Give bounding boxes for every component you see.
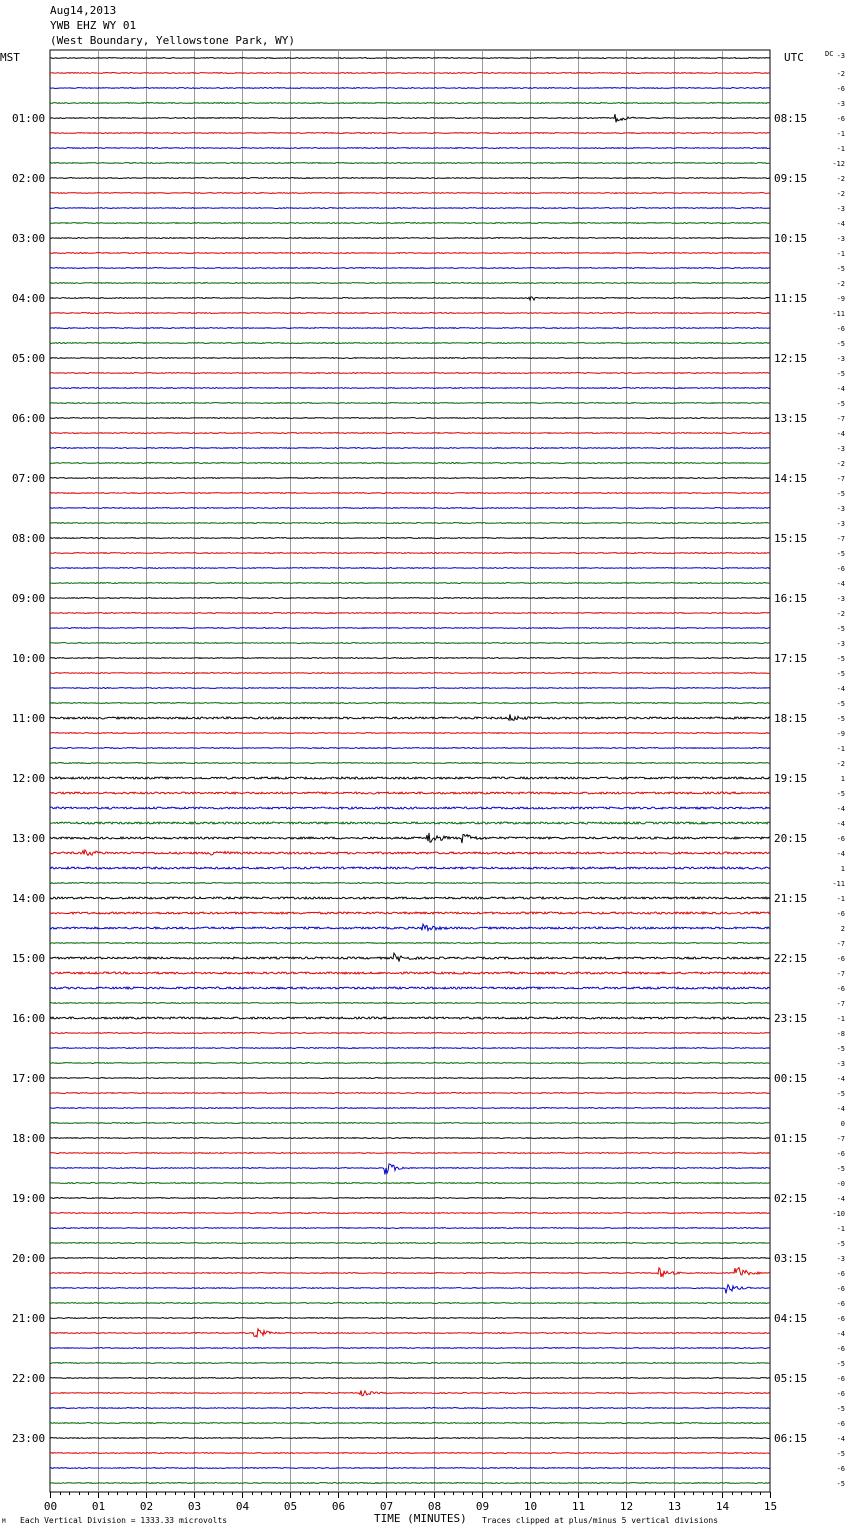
utc-hour-label: 18:15 bbox=[774, 712, 808, 725]
dc-offset-label: -5 bbox=[836, 790, 845, 798]
seismic-trace bbox=[50, 1003, 770, 1004]
seismic-trace bbox=[50, 1093, 770, 1094]
utc-hour-label: 17:15 bbox=[774, 652, 808, 665]
dc-offset-label: -4 bbox=[836, 580, 845, 588]
dc-offset-label: -4 bbox=[836, 1105, 845, 1113]
mst-hour-label: 20:00 bbox=[12, 1252, 46, 1265]
dc-offset-label: -3 bbox=[836, 445, 845, 453]
dc-offset-label: -1 bbox=[836, 250, 845, 258]
dc-offset-label: -3 bbox=[836, 1060, 845, 1068]
seismic-trace bbox=[50, 73, 770, 74]
dc-offset-label: -11 bbox=[832, 310, 845, 318]
dc-offset-label: -3 bbox=[836, 100, 845, 108]
mst-hour-label: 17:00 bbox=[12, 1072, 46, 1085]
x-tick-label: 12 bbox=[619, 1500, 634, 1513]
dc-offset-label: -7 bbox=[836, 940, 845, 948]
seismic-trace bbox=[50, 1303, 770, 1304]
seismic-trace bbox=[50, 1138, 770, 1139]
dc-offset-label: -3 bbox=[836, 1255, 845, 1263]
dc-offset-label: -11 bbox=[832, 880, 845, 888]
dc-offset-label: -5 bbox=[836, 655, 845, 663]
left-zone-label: MST bbox=[0, 51, 20, 64]
dc-offset-label: -4 bbox=[836, 1195, 845, 1203]
seismic-trace bbox=[50, 987, 770, 989]
x-tick-label: 05 bbox=[283, 1500, 298, 1513]
seismic-trace bbox=[50, 1183, 770, 1184]
dc-offset-label: -2 bbox=[836, 460, 845, 468]
dc-offset-label: -5 bbox=[836, 700, 845, 708]
seismic-trace bbox=[50, 1213, 770, 1214]
mst-hour-label: 06:00 bbox=[12, 412, 46, 425]
dc-offset-label: -12 bbox=[832, 160, 845, 168]
mst-hour-label: 22:00 bbox=[12, 1372, 46, 1385]
dc-offset-label: -3 bbox=[836, 640, 845, 648]
dc-offset-label: -3 bbox=[836, 235, 845, 243]
dc-offset-label: 2 bbox=[840, 925, 845, 933]
seismic-trace bbox=[50, 373, 770, 374]
dc-offset-label: -4 bbox=[836, 1075, 845, 1083]
x-tick-label: 00 bbox=[43, 1500, 58, 1513]
utc-hour-label: 11:15 bbox=[774, 292, 808, 305]
dc-offset-label: -5 bbox=[836, 400, 845, 408]
dc-offset-label: -6 bbox=[836, 1375, 845, 1383]
utc-hour-label: 20:15 bbox=[774, 832, 808, 845]
dc-offset-label: -6 bbox=[836, 985, 845, 993]
mst-hour-label: 05:00 bbox=[12, 352, 46, 365]
seismic-trace bbox=[50, 1329, 770, 1337]
dc-offset-label: -7 bbox=[836, 1135, 845, 1143]
seismic-trace bbox=[50, 1017, 770, 1019]
dc-offset-label: -5 bbox=[836, 625, 845, 633]
utc-hour-label: 08:15 bbox=[774, 112, 808, 125]
seismic-trace bbox=[50, 193, 770, 194]
seismic-trace bbox=[50, 1453, 770, 1454]
seismic-trace bbox=[50, 133, 770, 134]
seismic-trace bbox=[50, 748, 770, 749]
mst-hour-label: 08:00 bbox=[12, 532, 46, 545]
dc-offset-label: 1 bbox=[840, 775, 845, 783]
utc-hour-label: 10:15 bbox=[774, 232, 808, 245]
seismic-trace bbox=[50, 283, 770, 284]
utc-hour-label: 21:15 bbox=[774, 892, 808, 905]
dc-offset-label: -5 bbox=[836, 715, 845, 723]
seismic-trace bbox=[50, 867, 770, 869]
seismic-trace bbox=[50, 1063, 770, 1064]
dc-label: DC bbox=[825, 50, 834, 58]
dc-offset-label: -5 bbox=[836, 370, 845, 378]
seismic-trace bbox=[50, 553, 770, 554]
x-tick-label: 03 bbox=[187, 1500, 202, 1513]
mst-hour-label: 13:00 bbox=[12, 832, 46, 845]
mst-hour-label: 07:00 bbox=[12, 472, 46, 485]
mst-hour-label: 10:00 bbox=[12, 652, 46, 665]
seismic-trace bbox=[50, 643, 770, 644]
seismic-trace bbox=[50, 1258, 770, 1259]
mst-hour-label: 16:00 bbox=[12, 1012, 46, 1025]
mst-hour-label: 11:00 bbox=[12, 712, 46, 725]
mst-hour-label: 02:00 bbox=[12, 172, 46, 185]
x-tick-label: 10 bbox=[523, 1500, 538, 1513]
utc-hour-label: 01:15 bbox=[774, 1132, 808, 1145]
header-location: (West Boundary, Yellowstone Park, WY) bbox=[50, 34, 296, 47]
dc-offset-label: -2 bbox=[836, 70, 845, 78]
dc-offset-label: -10 bbox=[832, 1210, 845, 1218]
x-tick-label: 14 bbox=[715, 1500, 730, 1513]
utc-hour-label: 00:15 bbox=[774, 1072, 808, 1085]
dc-offset-label: -5 bbox=[836, 340, 845, 348]
dc-offset-label: -9 bbox=[836, 730, 845, 738]
seismic-trace bbox=[50, 418, 770, 419]
seismic-trace bbox=[50, 833, 770, 843]
dc-offset-label: -5 bbox=[836, 1405, 845, 1413]
dc-offset-label: -6 bbox=[836, 955, 845, 963]
utc-hour-label: 19:15 bbox=[774, 772, 808, 785]
dc-offset-label: -6 bbox=[836, 1420, 845, 1428]
seismic-trace bbox=[50, 613, 770, 614]
x-tick-label: 08 bbox=[427, 1500, 442, 1513]
utc-hour-label: 05:15 bbox=[774, 1372, 808, 1385]
dc-offset-label: -1 bbox=[836, 745, 845, 753]
seismic-trace bbox=[50, 714, 770, 720]
utc-hour-label: 22:15 bbox=[774, 952, 808, 965]
seismic-trace bbox=[50, 598, 770, 599]
dc-offset-label: -2 bbox=[836, 280, 845, 288]
dc-offset-label: -2 bbox=[836, 175, 845, 183]
seismic-trace bbox=[50, 1243, 770, 1244]
utc-hour-label: 16:15 bbox=[774, 592, 808, 605]
seismic-trace bbox=[50, 1033, 770, 1034]
x-tick-label: 06 bbox=[331, 1500, 346, 1513]
dc-offset-label: -7 bbox=[836, 475, 845, 483]
dc-offset-label: -3 bbox=[836, 355, 845, 363]
seismic-trace bbox=[50, 972, 770, 974]
dc-offset-label: -9 bbox=[836, 295, 845, 303]
seismic-trace bbox=[50, 297, 770, 300]
dc-offset-label: -3 bbox=[836, 52, 845, 60]
seismic-trace bbox=[50, 313, 770, 314]
seismic-trace bbox=[50, 478, 770, 479]
header-date: Aug14,2013 bbox=[50, 4, 117, 17]
dc-offset-label: -5 bbox=[836, 1090, 845, 1098]
seismic-trace bbox=[50, 1108, 770, 1109]
seismic-trace bbox=[50, 343, 770, 344]
seismic-trace bbox=[50, 114, 770, 122]
seismic-trace bbox=[50, 1268, 770, 1277]
dc-offset-label: -6 bbox=[836, 325, 845, 333]
dc-offset-label: -5 bbox=[836, 1240, 845, 1248]
seismic-trace bbox=[50, 1348, 770, 1349]
seismic-trace bbox=[50, 1228, 770, 1229]
mst-hour-label: 19:00 bbox=[12, 1192, 46, 1205]
seismic-trace bbox=[50, 583, 770, 584]
seismic-trace bbox=[50, 1123, 770, 1124]
dc-offset-label: -5 bbox=[836, 550, 845, 558]
dc-offset-label: -5 bbox=[836, 1360, 845, 1368]
mst-hour-label: 09:00 bbox=[12, 592, 46, 605]
dc-offset-label: -0 bbox=[836, 1180, 845, 1188]
seismic-trace bbox=[50, 388, 770, 389]
dc-offset-label: -5 bbox=[836, 670, 845, 678]
dc-offset-label: 0 bbox=[840, 1120, 845, 1128]
dc-offset-label: -3 bbox=[836, 205, 845, 213]
x-tick-label: 07 bbox=[379, 1500, 394, 1513]
seismic-trace bbox=[50, 883, 770, 884]
dc-offset-label: -1 bbox=[836, 1015, 845, 1023]
mst-hour-label: 15:00 bbox=[12, 952, 46, 965]
seismic-trace bbox=[50, 1390, 770, 1395]
seismic-trace bbox=[50, 253, 770, 254]
dc-offset-label: -2 bbox=[836, 760, 845, 768]
dc-offset-label: -6 bbox=[836, 910, 845, 918]
seismic-trace bbox=[50, 1318, 770, 1319]
plot-frame bbox=[50, 50, 770, 1492]
dc-offset-label: -7 bbox=[836, 535, 845, 543]
dc-offset-label: -1 bbox=[836, 1225, 845, 1233]
seismic-trace bbox=[50, 433, 770, 434]
dc-offset-label: -2 bbox=[836, 610, 845, 618]
seismic-trace bbox=[50, 1164, 770, 1175]
seismic-trace bbox=[50, 703, 770, 704]
seismic-trace bbox=[50, 733, 770, 734]
seismic-trace bbox=[50, 58, 770, 59]
seismic-trace bbox=[50, 463, 770, 464]
mst-hour-label: 21:00 bbox=[12, 1312, 46, 1325]
seismic-trace bbox=[50, 792, 770, 794]
mst-hour-label: 18:00 bbox=[12, 1132, 46, 1145]
dc-offset-label: -6 bbox=[836, 1270, 845, 1278]
dc-offset-label: -4 bbox=[836, 220, 845, 228]
dc-offset-label: -6 bbox=[836, 1285, 845, 1293]
utc-hour-label: 13:15 bbox=[774, 412, 808, 425]
x-tick-label: 13 bbox=[667, 1500, 682, 1513]
seismic-trace bbox=[50, 103, 770, 104]
seismic-trace bbox=[50, 163, 770, 164]
x-tick-label: 15 bbox=[763, 1500, 778, 1513]
dc-offset-label: -5 bbox=[836, 1450, 845, 1458]
seismic-trace bbox=[50, 807, 770, 809]
dc-offset-label: -6 bbox=[836, 1150, 845, 1158]
dc-offset-label: -3 bbox=[836, 520, 845, 528]
dc-offset-label: -5 bbox=[836, 1165, 845, 1173]
seismic-trace bbox=[50, 763, 770, 764]
seismic-trace bbox=[50, 1198, 770, 1199]
seismic-trace bbox=[50, 1483, 770, 1484]
seismic-trace bbox=[50, 1438, 770, 1439]
dc-offset-label: -7 bbox=[836, 1000, 845, 1008]
dc-offset-label: -4 bbox=[836, 805, 845, 813]
dc-offset-label: -6 bbox=[836, 1465, 845, 1473]
seismic-trace bbox=[50, 897, 770, 899]
dc-offset-label: -4 bbox=[836, 1330, 845, 1338]
seismic-trace bbox=[50, 924, 770, 930]
seismic-trace bbox=[50, 777, 770, 779]
x-tick-label: 02 bbox=[139, 1500, 154, 1513]
utc-hour-label: 12:15 bbox=[774, 352, 808, 365]
utc-hour-label: 02:15 bbox=[774, 1192, 808, 1205]
seismic-trace bbox=[50, 88, 770, 89]
utc-hour-label: 06:15 bbox=[774, 1432, 808, 1445]
seismic-trace bbox=[50, 328, 770, 329]
dc-offset-label: -5 bbox=[836, 1045, 845, 1053]
mst-hour-label: 14:00 bbox=[12, 892, 46, 905]
right-zone-label: UTC bbox=[784, 51, 804, 64]
utc-hour-label: 14:15 bbox=[774, 472, 808, 485]
dc-offset-label: -4 bbox=[836, 430, 845, 438]
dc-offset-label: -6 bbox=[836, 115, 845, 123]
seismic-trace bbox=[50, 268, 770, 269]
seismic-trace bbox=[50, 688, 770, 689]
dc-offset-label: -4 bbox=[836, 820, 845, 828]
seismic-trace bbox=[50, 1468, 770, 1469]
dc-offset-label: -4 bbox=[836, 850, 845, 858]
seismic-trace bbox=[50, 1078, 770, 1079]
x-tick-label: 04 bbox=[235, 1500, 250, 1513]
seismic-trace bbox=[50, 1378, 770, 1379]
x-tick-label: 11 bbox=[571, 1500, 586, 1513]
seismic-trace bbox=[50, 568, 770, 569]
x-tick-label: 01 bbox=[91, 1500, 106, 1513]
utc-hour-label: 03:15 bbox=[774, 1252, 808, 1265]
seismic-trace bbox=[50, 912, 770, 914]
dc-offset-label: -1 bbox=[836, 130, 845, 138]
mst-hour-label: 04:00 bbox=[12, 292, 46, 305]
seismic-trace bbox=[50, 1423, 770, 1424]
dc-offset-label: -8 bbox=[836, 1030, 845, 1038]
seismic-trace bbox=[50, 358, 770, 359]
dc-offset-label: -6 bbox=[836, 1390, 845, 1398]
utc-hour-label: 15:15 bbox=[774, 532, 808, 545]
dc-offset-label: -7 bbox=[836, 415, 845, 423]
dc-offset-label: -1 bbox=[836, 145, 845, 153]
dc-offset-label: -6 bbox=[836, 1300, 845, 1308]
clip-note: Traces clipped at plus/minus 5 vertical divisions bbox=[482, 1516, 719, 1525]
x-tick-label: 09 bbox=[475, 1500, 490, 1513]
dc-offset-label: -6 bbox=[836, 565, 845, 573]
seismic-trace bbox=[50, 148, 770, 149]
dc-offset-label: -5 bbox=[836, 265, 845, 273]
seismic-trace bbox=[50, 238, 770, 239]
mst-hour-label: 12:00 bbox=[12, 772, 46, 785]
dc-offset-label: -4 bbox=[836, 1435, 845, 1443]
x-axis-title: TIME (MINUTES) bbox=[374, 1512, 467, 1525]
dc-offset-label: -6 bbox=[836, 1345, 845, 1353]
dc-offset-label: -5 bbox=[836, 1480, 845, 1488]
mst-hour-label: 01:00 bbox=[12, 112, 46, 125]
seismic-trace bbox=[50, 658, 770, 659]
dc-offset-label: 1 bbox=[840, 865, 845, 873]
dc-offset-label: -5 bbox=[836, 490, 845, 498]
dc-offset-label: -6 bbox=[836, 85, 845, 93]
dc-offset-label: -2 bbox=[836, 190, 845, 198]
seismic-trace bbox=[50, 850, 770, 856]
corner-mark: M bbox=[2, 1518, 6, 1525]
seismic-trace bbox=[50, 822, 770, 824]
dc-offset-label: -6 bbox=[836, 835, 845, 843]
utc-hour-label: 09:15 bbox=[774, 172, 808, 185]
dc-offset-label: -1 bbox=[836, 895, 845, 903]
dc-offset-label: -6 bbox=[836, 1315, 845, 1323]
scale-note: Each Vertical Division = 1333.33 microvolts bbox=[20, 1516, 228, 1525]
seismic-trace bbox=[50, 223, 770, 224]
seismic-trace bbox=[50, 538, 770, 539]
seismic-trace bbox=[50, 1285, 770, 1294]
dc-offset-label: -3 bbox=[836, 595, 845, 603]
dc-offset-label: -4 bbox=[836, 685, 845, 693]
seismic-trace bbox=[50, 953, 770, 961]
mst-hour-label: 03:00 bbox=[12, 232, 46, 245]
seismic-trace bbox=[50, 628, 770, 629]
seismic-trace bbox=[50, 448, 770, 449]
seismic-trace bbox=[50, 1408, 770, 1409]
seismic-trace bbox=[50, 208, 770, 209]
utc-hour-label: 04:15 bbox=[774, 1312, 808, 1325]
dc-offset-label: -3 bbox=[836, 505, 845, 513]
seismic-trace bbox=[50, 1363, 770, 1364]
seismic-trace bbox=[50, 403, 770, 404]
utc-hour-label: 23:15 bbox=[774, 1012, 808, 1025]
seismic-trace bbox=[50, 1048, 770, 1049]
header-station: YWB EHZ WY 01 bbox=[50, 19, 137, 32]
seismic-trace bbox=[50, 493, 770, 494]
seismic-trace bbox=[50, 1153, 770, 1154]
seismic-trace bbox=[50, 508, 770, 509]
seismic-trace bbox=[50, 523, 770, 524]
mst-hour-label: 23:00 bbox=[12, 1432, 46, 1445]
dc-offset-label: -4 bbox=[836, 385, 845, 393]
seismic-trace bbox=[50, 673, 770, 674]
seismic-trace bbox=[50, 943, 770, 944]
seismic-trace bbox=[50, 178, 770, 179]
dc-offset-label: -7 bbox=[836, 970, 845, 978]
